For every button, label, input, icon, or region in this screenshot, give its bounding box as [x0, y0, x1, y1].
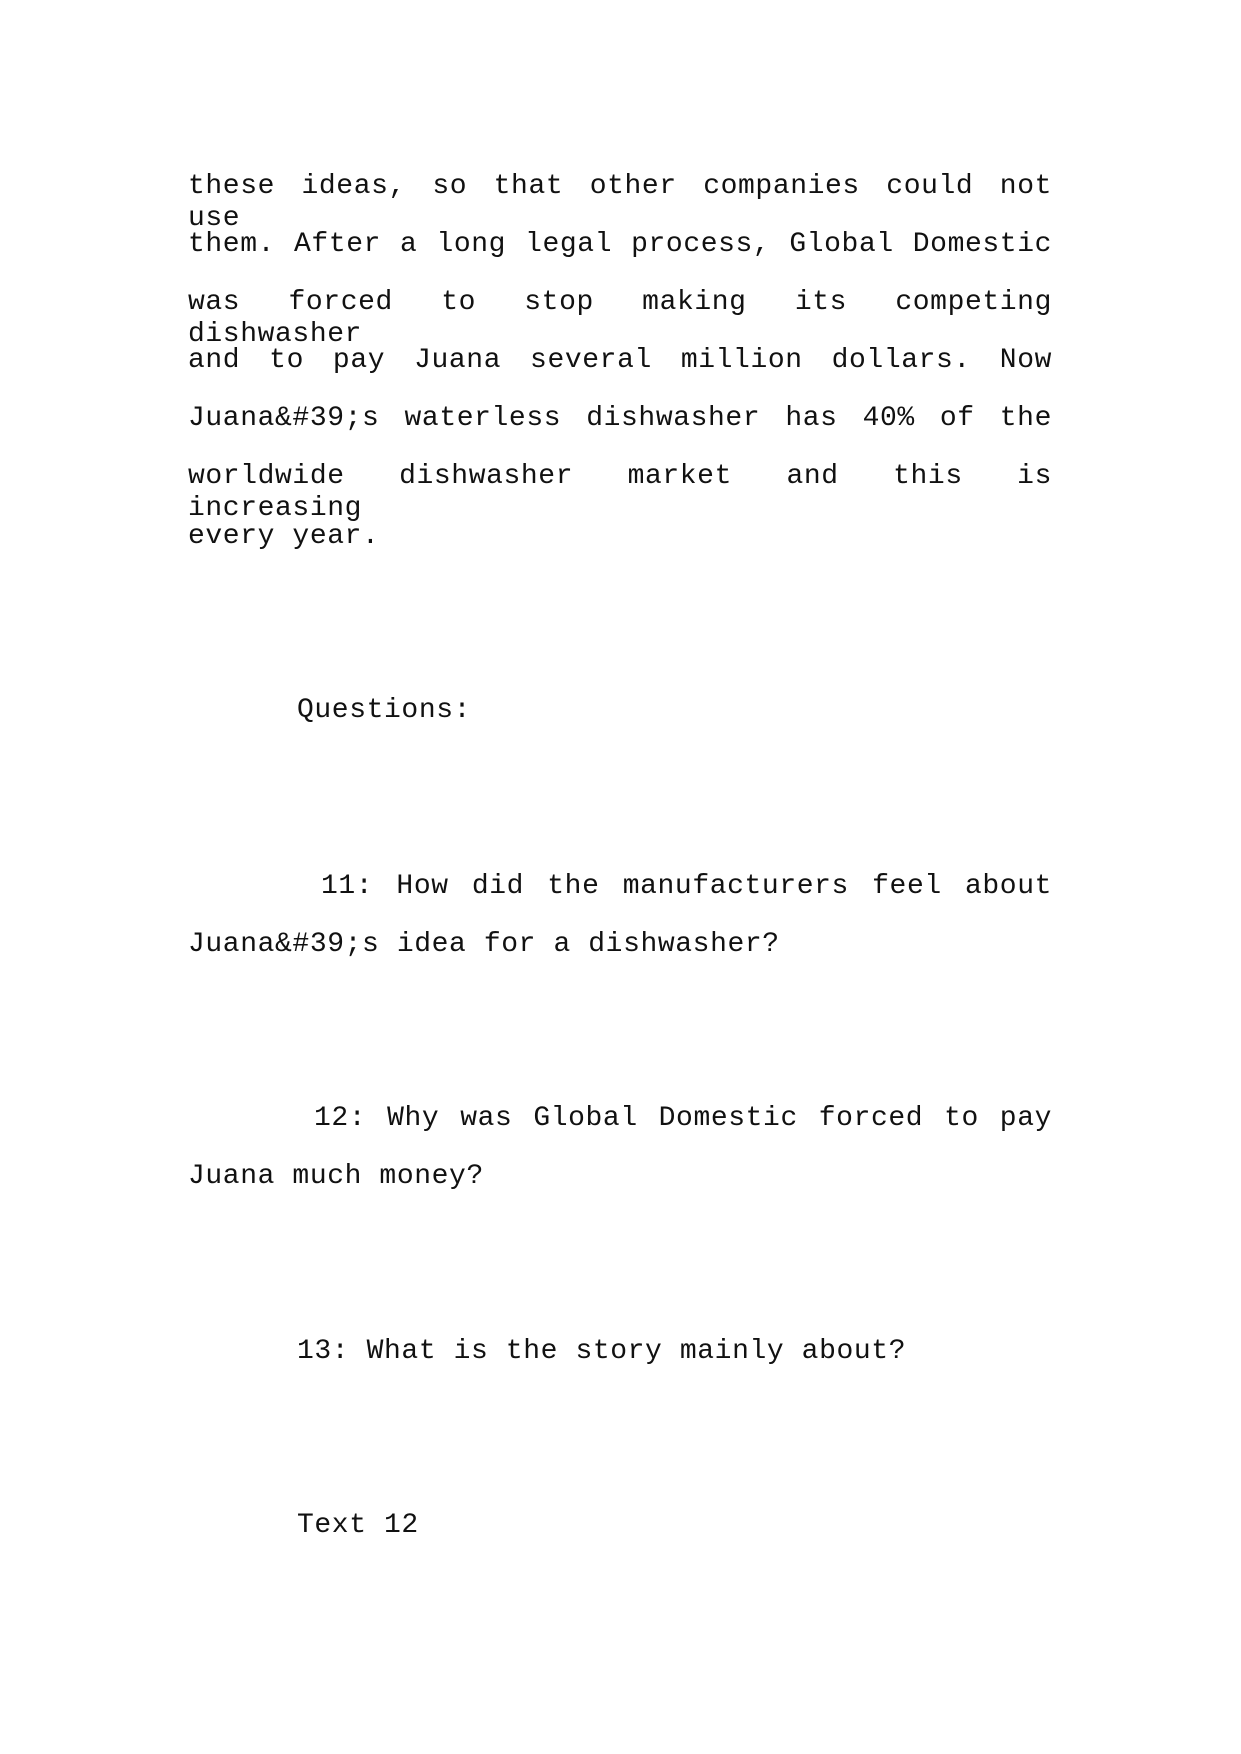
- question-line: Juana much money?: [188, 1161, 484, 1192]
- question-line: 11: How did the manufacturers feel about: [321, 871, 1052, 902]
- paragraph-line: worldwide dishwasher market and this is increasing: [188, 461, 1052, 524]
- paragraph-line: was forced to stop making its competing dishwasher: [188, 287, 1052, 350]
- section-heading: Text 12: [297, 1510, 419, 1541]
- question-line: 13: What is the story mainly about?: [297, 1336, 907, 1367]
- paragraph-line: every year.: [188, 521, 380, 552]
- question-line: 12: Why was Global Domestic forced to pay: [314, 1103, 1052, 1134]
- paragraph-line: these ideas, so that other companies could not use: [188, 171, 1052, 234]
- question-line: Juana&#39;s idea for a dishwasher?: [188, 929, 780, 960]
- questions-heading: Questions:: [297, 695, 472, 726]
- paragraph-line: and to pay Juana several million dollars. Now: [188, 345, 1052, 376]
- paragraph-line: them. After a long legal process, Global Domestic: [188, 229, 1052, 260]
- paragraph-line: Juana&#39;s waterless dishwasher has 40% of the: [188, 403, 1052, 434]
